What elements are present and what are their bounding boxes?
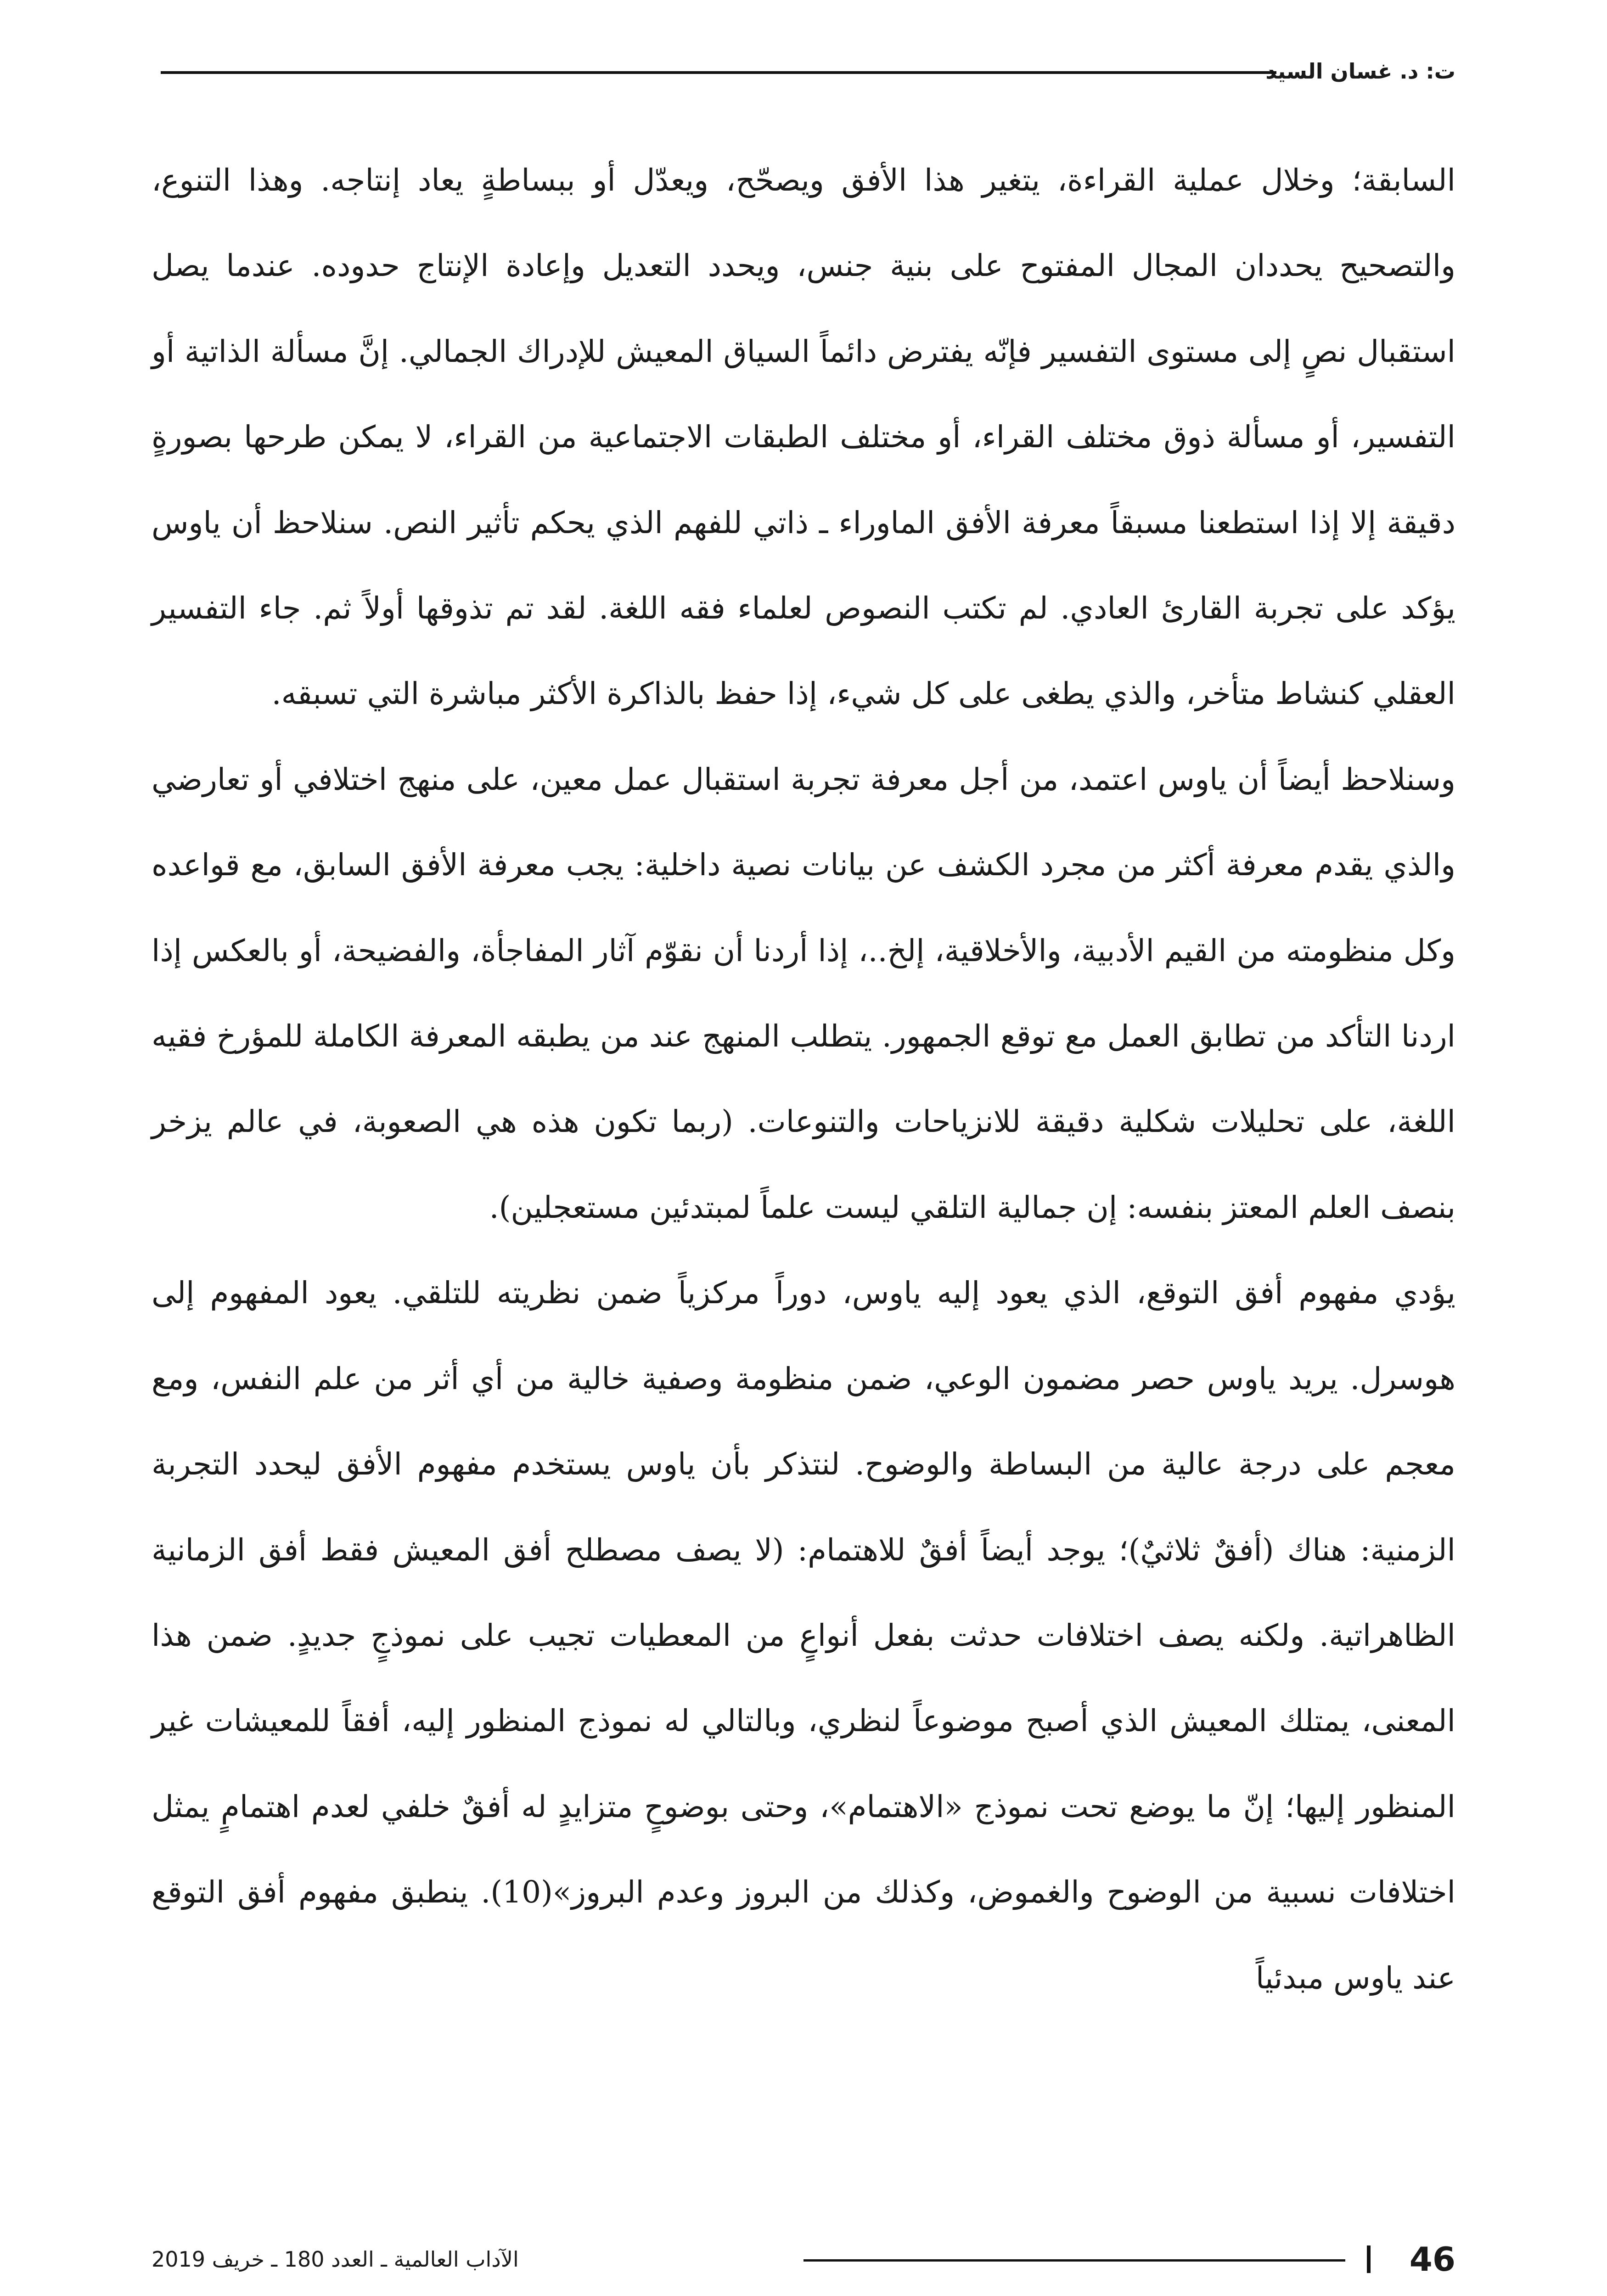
paragraph: وسنلاحظ أيضاً أن ياوس اعتمد، من أجل معرفة تجربة استقبال عمل معين، على منهج اختلافي أو تعارضي والذي يقدم معرفة أكثر من مجرد الكشف عن بيانات نصية داخلية: يجب معرفة الأفق السابق، مع قواعده وكل منظومته من القيم الأدبية، والأخلاقية، إلخ..، إذا أردنا أن نقوّم آثار المفاجأة، والفضيحة، أو بالعكس إذا اردنا التأكد من تطابق العمل مع توقع الجمهور. يتطلب المنهج عند من يطبقه المعرفة الكاملة للمؤرخ فقيه اللغة، على تحليلات شكلية دقيقة للانزياحات والتنوعات. (ربما تكون هذه هي الصعوبة، في عالم يزخر بنصف العلم المعتز بنفسه: إن جمالية التلقي ليست علماً لمبتدئين مستعجلين). [152, 761, 1455, 1225]
footer-rule [804, 2259, 1345, 2262]
journal-issue: الآداب العالمية ـ العدد 180 ـ خريف 2019 [152, 2247, 519, 2272]
paragraph: يؤدي مفهوم أفق التوقع، الذي يعود إليه ياوس، دوراً مركزياً ضمن نظريته للتلقي. يعود المفهوم إلى هوسرل. يريد ياوس حصر مضمون الوعي، ضمن منظومة وصفية خالية من أي أثر من علم النفس، ومع معجم على درجة عالية من البساطة والوضوح. لنتذكر بأن ياوس يستخدم مفهوم الأفق ليحدد التجربة الزمنية: هناك (أفقٌ ثلاثيٌ)؛ يوجد أيضاً أفقٌ للاهتمام: (لا يصف مصطلح أفق المعيش فقط أفق الزمانية الظاهراتية. ولكنه يصف اختلافات حدثت بفعل أنواعٍ من المعطيات تجيب على نموذجٍ جديدٍ. ضمن هذا المعنى، يمتلك المعيش الذي أصبح موضوعاً لنظري، وبالتالي له نموذج المنظور إليه، أفقاً للمعيشات غير المنظور إليها؛ إنّ ما يوضع تحت نموذج «الاهتمام»، وحتى بوضوحٍ متزايدٍ له أفقٌ خلفي لعدم اهتمامٍ يمثل اختلافات نسبية من الوضوح والغموض، وكذلك من البروز وعدم البروز»(10). ينطبق مفهوم أفق التوقع عند ياوس مبدئياً [152, 1275, 1455, 1996]
running-header [161, 57, 1455, 85]
author-header: ت: د. غسان السيد [1265, 59, 1455, 84]
article-body [152, 138, 1455, 2021]
page-number: 46 [1409, 2240, 1455, 2279]
paragraph: السابقة؛ وخلال عملية القراءة، يتغير هذا الأفق ويصحّح، ويعدّل أو ببساطةٍ يعاد إنتاجه. وهذا التنوع، والتصحيح يحددان المجال المفتوح على بنية جنس، ويحدد التعديل وإعادة الإنتاج حدوده. عندما يصل استقبال نصٍ إلى مستوى التفسير فإنّه يفترض دائماً السياق المعيش للإدراك الجمالي. إنَّ مسألة الذاتية أو التفسير، أو مسألة ذوق مختلف القراء، أو مختلف الطبقات الاجتماعية من القراء، لا يمكن طرحها بصورةٍ دقيقة إلا إذا استطعنا مسبقاً معرفة الأفق الماوراء ـ ذاتي للفهم الذي يحكم تأثير النص. سنلاحظ أن ياوس يؤكد على تجربة القارئ العادي. لم تكتب النصوص لعلماء فقه اللغة. لقد تم تذوقها أولاً ثم. جاء التفسير العقلي كنشاط متأخر، والذي يطغى على كل شيء، إذا حفظ بالذاكرة الأكثر مباشرة التي تسبقه. [152, 163, 1455, 712]
footer-divider [1367, 2245, 1371, 2273]
page-footer [152, 2236, 1455, 2282]
header-rule [161, 71, 1276, 74]
